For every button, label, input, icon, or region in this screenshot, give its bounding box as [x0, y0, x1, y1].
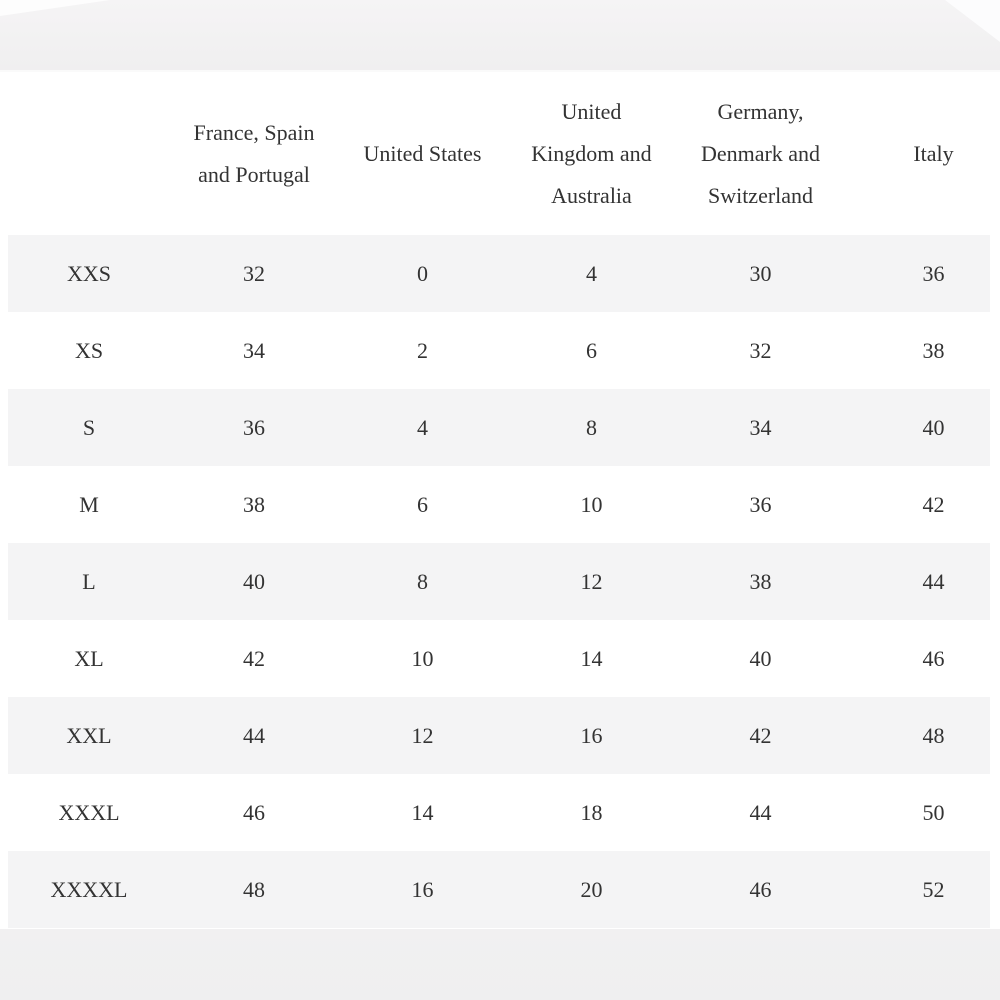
- column-header-line: Denmark and: [700, 140, 821, 166]
- table-cell: 30: [749, 260, 772, 286]
- table-cell: 42: [749, 722, 772, 748]
- row-label-s: S: [82, 414, 96, 440]
- table-cell: 52: [922, 876, 945, 902]
- table-cell: 4: [586, 260, 597, 286]
- table-cell: 2: [417, 337, 428, 363]
- table-cell: 32: [243, 260, 265, 286]
- column-header-uk-australia: [507, 91, 676, 217]
- column-header-line: Australia: [551, 182, 632, 208]
- size-conversion-table: [8, 72, 990, 928]
- table-cell: 10: [411, 645, 434, 671]
- column-header-line: Germany,: [717, 98, 804, 124]
- table-cell: 40: [749, 645, 772, 671]
- table-row-xxl: [8, 697, 990, 774]
- row-label-m: M: [79, 491, 99, 517]
- row-label-xxl: XXL: [66, 722, 112, 748]
- table-cell: 48: [922, 722, 945, 748]
- table-cell: 48: [243, 876, 265, 902]
- column-header-line: United: [561, 98, 622, 124]
- table-cell: 50: [922, 799, 945, 825]
- table-cell: 8: [417, 568, 428, 594]
- table-cell: 20: [580, 876, 603, 902]
- table-cell: 46: [243, 799, 265, 825]
- column-header-line: Italy: [913, 140, 954, 166]
- column-header-germany-denmark-switzerland: [676, 91, 845, 217]
- table-cell: 4: [417, 414, 428, 440]
- table-cell: 6: [417, 491, 428, 517]
- column-header-line: Kingdom and: [531, 140, 652, 166]
- table-row-xl: [8, 620, 990, 697]
- table-cell: 36: [243, 414, 265, 440]
- column-header-line: United States: [363, 140, 482, 166]
- table-cell: 34: [243, 337, 265, 363]
- table-cell: 38: [243, 491, 265, 517]
- table-cell: 6: [586, 337, 597, 363]
- table-header-row: [8, 72, 990, 235]
- row-label-xl: XL: [74, 645, 104, 671]
- table-cell: 10: [580, 491, 603, 517]
- table-cell: 34: [749, 414, 772, 440]
- page-bottom-band: [0, 929, 1000, 1000]
- size-chart-sheet: [0, 72, 1000, 928]
- table-row-m: [8, 466, 990, 543]
- column-header-line: France, Spain: [193, 119, 315, 145]
- table-row-s: [8, 389, 990, 466]
- table-cell: 46: [922, 645, 945, 671]
- table-cell: 16: [411, 876, 434, 902]
- table-row-xs: [8, 312, 990, 389]
- table-row-xxxxl: [8, 851, 990, 928]
- table-cell: 36: [922, 260, 945, 286]
- table-cell: 44: [243, 722, 265, 748]
- table-cell: 0: [417, 260, 428, 286]
- table-cell: 42: [922, 491, 945, 517]
- table-cell: 14: [411, 799, 434, 825]
- table-cell: 40: [243, 568, 265, 594]
- column-header-italy: [861, 133, 1000, 175]
- column-header-line: Switzerland: [707, 182, 814, 208]
- column-header-france-spain-portugal: [170, 112, 338, 196]
- column-header-united-states: [338, 133, 507, 175]
- table-cell: 42: [243, 645, 265, 671]
- table-row-l: [8, 543, 990, 620]
- row-label-xxxl: XXXL: [58, 799, 120, 825]
- column-header-line: and Portugal: [198, 161, 310, 187]
- table-cell: 16: [580, 722, 603, 748]
- table-cell: 40: [922, 414, 945, 440]
- row-label-xs: XS: [74, 337, 104, 363]
- table-cell: 12: [580, 568, 603, 594]
- table-cell: 36: [749, 491, 772, 517]
- table-cell: 44: [922, 568, 945, 594]
- table-row-xxs: [8, 235, 990, 312]
- table-cell: 8: [586, 414, 597, 440]
- row-label-xxs: XXS: [66, 260, 111, 286]
- table-cell: 12: [411, 722, 434, 748]
- table-row-xxxl: [8, 774, 990, 851]
- row-label-xxxxl: XXXXL: [50, 876, 128, 902]
- table-cell: 18: [580, 799, 603, 825]
- table-cell: 38: [749, 568, 772, 594]
- page-top-band: [0, 0, 1000, 72]
- table-cell: 32: [749, 337, 772, 363]
- table-cell: 44: [749, 799, 772, 825]
- table-cell: 14: [580, 645, 603, 671]
- row-label-l: L: [82, 568, 96, 594]
- table-cell: 38: [922, 337, 945, 363]
- table-cell: 46: [749, 876, 772, 902]
